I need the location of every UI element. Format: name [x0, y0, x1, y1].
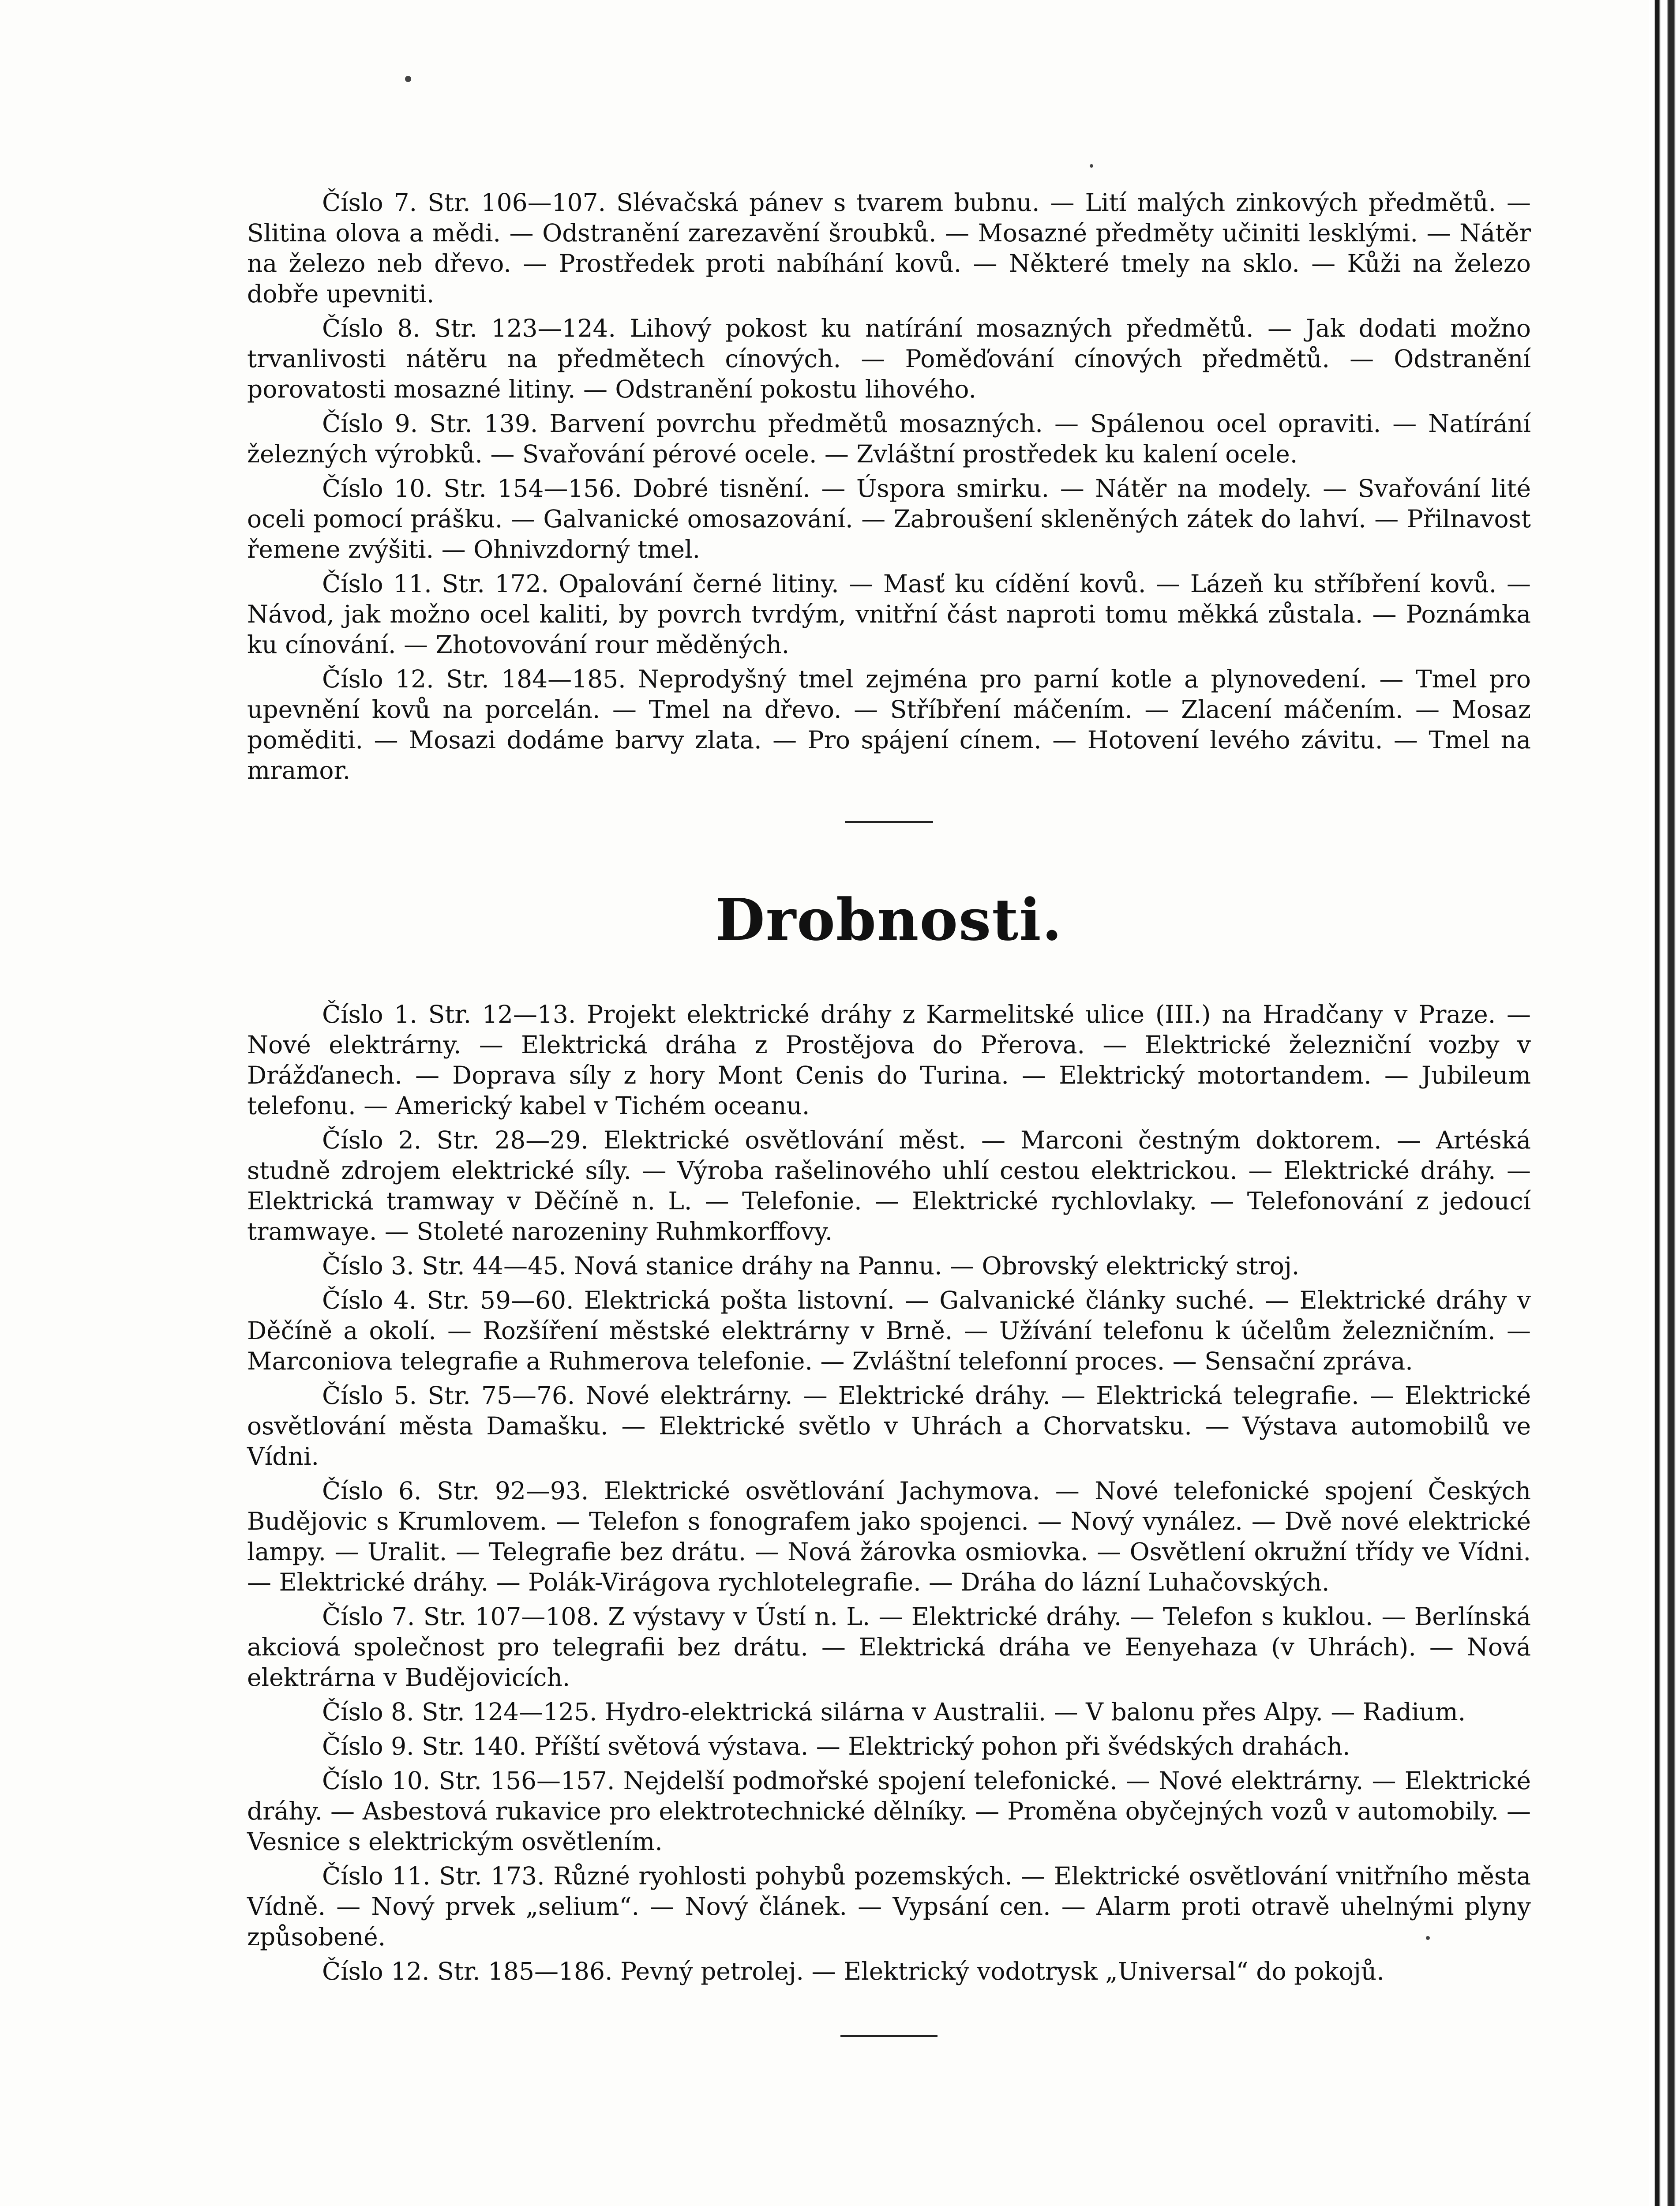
entry-label: Číslo 5. Str. 75—76. — [322, 1381, 575, 1410]
entry-text: Pevný petrolej. — Elektrický vodotrysk „Universal“ do pokojů. — [620, 1957, 1384, 1985]
entry-label: Číslo 2. Str. 28—29. — [322, 1126, 589, 1154]
index-entry — [247, 664, 1531, 786]
index-entry — [247, 1731, 1531, 1762]
entry-text: Projekt elektrické dráhy z Karmelitské ulice (III.) na Hradčany v Praze. — Nové elektrárny. — Elektrická dráha z Prostějova do Přerova. — Elektrické železniční vozby v Drážďanech. — Doprava síly z hory Mont Cenis do Turina. — Elektrický motortandem. — Jubileum telefonu. — Americký kabel v Tichém oceanu. — [247, 1000, 1531, 1120]
entry-text: Elektrické osvětlování Jachymova. — Nové telefonické spojení Českých Budějovic s Krumlovem. — Telefon s fonografem jako spojenci. — Nový vynález. — Dvě nové elektrické lampy. — Uralit. — Telegrafie bez drátu. — Nová žárovka osmiovka. — Osvětlení okružní třídy ve Vídni. — Elektrické dráhy. — Polák-Virágova rychlotelegrafie. — Dráha do lázní Luhačovských. — [247, 1477, 1531, 1596]
entry-label: Číslo 11. Str. 173. — [322, 1862, 545, 1890]
entry-text: Z výstavy v Ústí n. L. — Elektrické dráhy. — Telefon s kuklou. — Berlínská akciová společnost pro telegrafii bez drátu. — Elektrická dráha ve Eenyehaza (v Uhrách). — Nová elektrárna v Budějovicích. — [247, 1602, 1531, 1692]
text-column — [247, 188, 1531, 2037]
entry-label: Číslo 10. Str. 156—157. — [322, 1767, 615, 1795]
page-edge-border — [1649, 0, 1680, 2206]
index-entry — [247, 1125, 1531, 1247]
index-entry — [247, 1766, 1531, 1857]
index-entry — [247, 1251, 1531, 1281]
index-entry — [247, 1476, 1531, 1598]
index-entry — [247, 1285, 1531, 1377]
entry-text: Lihový pokost ku natírání mosazných předmětů. — Jak dodati možno trvanlivosti nátěru na předmětech cínových. — Poměďování cínových předmětů. — Odstranění porovatosti mosazné litiny. — Odstranění pokostu lihového. — [247, 314, 1531, 403]
index-entry — [247, 1381, 1531, 1472]
entry-text: Elektrické osvětlování měst. — Marconi čestným doktorem. — Artéská studně zdrojem elektrické síly. — Výroba rašelinového uhlí cestou elektrickou. — Elektrické dráhy. — Elektrická tramway v Děčíně n. L. — Telefonie. — Elektrické rychlovlaky. — Telefonování z jedoucí tramwaye. — Stoleté narozeniny Ruhmkorffovy. — [247, 1126, 1531, 1246]
entry-label: Číslo 7. Str. 106—107. — [322, 188, 606, 217]
section-drobnosti — [247, 999, 1531, 1987]
entry-label: Číslo 8. Str. 123—124. — [322, 314, 616, 342]
entry-label: Číslo 12. Str. 184—185. — [322, 665, 626, 693]
index-entry — [247, 313, 1531, 405]
index-entry — [247, 473, 1531, 565]
entry-label: Číslo 9. Str. 140. — [322, 1732, 527, 1760]
entry-text: Opalování černé litiny. — Masť ku cídění kovů. — Lázeň ku stříbření kovů. — Návod, jak možno ocel kaliti, by povrch tvrdým, vnitřní část naproti tomu měkká zůstala. — Poznámka ku cínování. — Zhotovování rour měděných. — [247, 570, 1531, 659]
index-entry — [247, 1956, 1531, 1987]
closing-divider-rule — [840, 2035, 938, 2037]
entry-text: Různé ryohlosti pohybů pozemských. — Elektrické osvětlování vnitřního města Vídně. — Nový prvek „selium“. — Nový článek. — Vypsání cen. — Alarm proti otravě uhelnými plyny způsobené. — [247, 1862, 1531, 1951]
section-heading-drobnosti: Drobnosti. — [715, 886, 1063, 953]
entry-label: Číslo 7. Str. 107—108. — [322, 1602, 600, 1631]
entry-text: Dobré tisnění. — Úspora smirku. — Nátěr na modely. — Svařování lité oceli pomocí prášku. — Galvanické omosazování. — Zabroušení skleněných zátek do lahví. — Přilnavost řemene zvýšiti. — Ohnivzdorný tmel. — [247, 474, 1531, 563]
index-entry — [247, 1697, 1531, 1727]
entry-text: Slévačská pánev s tvarem bubnu. — Lití malých zinkových předmětů. — Slitina olova a mědi. — Odstranění zarezavění šroubků. — Mosazné předměty učiniti lesklými. — Nátěr na železo neb dřevo. — Prostředek proti nabíhání kovů. — Některé tmely na sklo. — Kůži na železo dobře upevniti. — [247, 188, 1531, 308]
entry-text: Elektrická pošta listovní. — Galvanické články suché. — Elektrické dráhy v Děčíně a okolí. — Rozšíření městské elektrárny v Brně. — Užívání telefonu k účelům železničním. — Marconiova telegrafie a Ruhmerova telefonie. — Zvláštní telefonní proces. — Sensační zpráva. — [247, 1286, 1531, 1375]
section-technical-notes — [247, 188, 1531, 786]
entry-label: Číslo 10. Str. 154—156. — [322, 474, 622, 503]
entry-text: Nejdelší podmořské spojení telefonické. — Nové elektrárny. — Elektrické dráhy. — Asbestová rukavice pro elektrotechnické dělníky. — Proměna obyčejných vozů v automobily. — Vesnice s elektrickým osvětlením. — [247, 1767, 1531, 1856]
entry-text: Neprodyšný tmel zejména pro parní kotle a plynovedení. — Tmel pro upevnění kovů na porcelán. — Tmel na dřevo. — Stříbření máčením. — Zlacení máčením. — Mosaz poměditi. — Mosazi dodáme barvy zlata. — Pro spájení cínem. — Hotovení levého závitu. — Tmel na mramor. — [247, 665, 1531, 784]
index-entry — [247, 569, 1531, 660]
section-divider-rule — [845, 821, 933, 823]
print-speck — [1090, 164, 1093, 168]
entry-text: Nové elektrárny. — Elektrické dráhy. — Elektrická telegrafie. — Elektrické osvětlování města Damašku. — Elektrické světlo v Uhrách a Chorvatsku. — Výstava automobilů ve Vídni. — [247, 1381, 1531, 1471]
index-entry — [247, 188, 1531, 309]
entry-label: Číslo 6. Str. 92—93. — [322, 1477, 589, 1505]
index-entry — [247, 999, 1531, 1121]
index-entry — [247, 409, 1531, 469]
entry-label: Číslo 8. Str. 124—125. — [322, 1698, 597, 1726]
entry-label: Číslo 4. Str. 59—60. — [322, 1286, 574, 1314]
entry-text: Příští světová výstava. — Elektrický pohon při švédských drahách. — [534, 1732, 1350, 1760]
entry-label: Číslo 3. Str. 44—45. — [322, 1252, 566, 1280]
entry-text: Nová stanice dráhy na Pannu. — Obrovský elektrický stroj. — [574, 1252, 1300, 1280]
entry-label: Číslo 12. Str. 185—186. — [322, 1957, 613, 1985]
entry-label: Číslo 11. Str. 172. — [322, 570, 549, 598]
print-speck — [405, 76, 411, 82]
entry-text: Barvení povrchu předmětů mosazných. — Spálenou ocel opraviti. — Natírání železných výrobků. — Svařování pérové ocele. — Zvláštní prostředek ku kalení ocele. — [247, 409, 1531, 468]
entry-label: Číslo 9. Str. 139. — [322, 409, 538, 438]
index-entry — [247, 1602, 1531, 1693]
entry-label: Číslo 1. Str. 12—13. — [322, 1000, 576, 1028]
entry-text: Hydro-elektrická silárna v Australii. — V balonu přes Alpy. — Radium. — [604, 1698, 1466, 1726]
index-entry — [247, 1861, 1531, 1952]
